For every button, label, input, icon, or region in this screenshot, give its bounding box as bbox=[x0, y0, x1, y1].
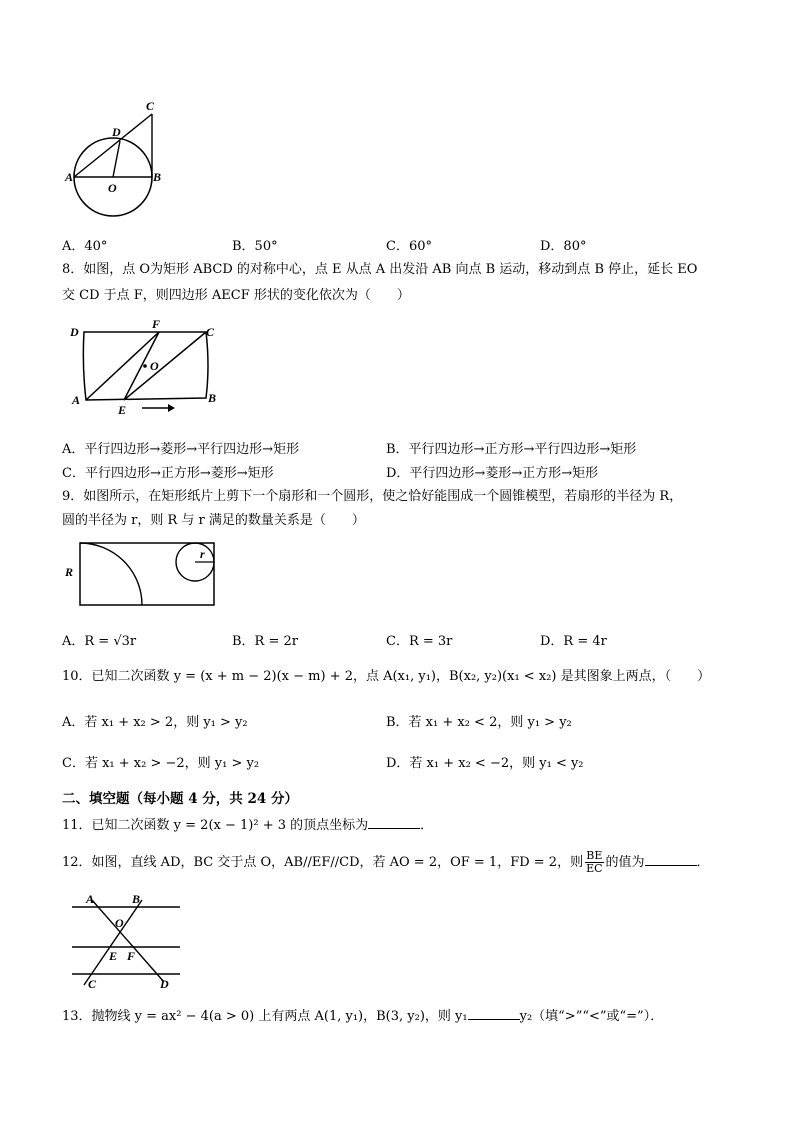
q10-function: y = (x + m − 2)(x − m) + 2 bbox=[173, 669, 353, 684]
q10-option-a: A．若 x₁ + x₂ > 2，则 y₁ > y₂ bbox=[62, 715, 248, 730]
q12-end: ． bbox=[696, 855, 710, 870]
q9-option-a: A．R = √3r bbox=[62, 634, 137, 649]
q10-option-d: D．若 x₁ + x₂ < −2，则 y₁ < y₂ bbox=[386, 756, 584, 771]
q7-line-od bbox=[113, 141, 120, 177]
q9-option-c: C．R = 3r bbox=[386, 634, 453, 649]
q12-fraction bbox=[585, 850, 603, 875]
q12-label-a: A bbox=[86, 892, 95, 906]
q13 bbox=[62, 1004, 663, 1030]
q8-label-a: A bbox=[72, 393, 81, 407]
q8-label-b: B bbox=[208, 391, 217, 405]
q12-suffix: 的值为 bbox=[605, 855, 645, 870]
q7-label-b: B bbox=[153, 170, 162, 184]
q7-label-d: D bbox=[112, 125, 121, 139]
q10-stem-prefix: 10．已知二次函数 bbox=[62, 669, 174, 684]
q8-diag-af bbox=[86, 332, 159, 400]
q9-sector-arc bbox=[80, 543, 142, 605]
q12-label-e: E bbox=[109, 949, 118, 963]
q13-text: 13．抛物线 y = ax² − 4(a > 0) 上有两点 A(1, y₁)，B(3, y₂)，则 y₁ bbox=[62, 1009, 468, 1024]
q12-label-f: F bbox=[127, 949, 136, 963]
q10-option-b: B．若 x₁ + x₂ < 2，则 y₁ > y₂ bbox=[386, 715, 572, 730]
q8-option-a: A．平行四边形→菱形→平行四边形→矩形 bbox=[62, 442, 300, 457]
q10-stem-mid: ，点 A(x₁, y₁)，B(x₂, y₂)(x₁ < x₂) 是其图象上两点，（ ） bbox=[352, 669, 711, 684]
q12-text: 12．如图，直线 AD，BC 交于点 O，AB//EF//CD，若 AO = 2，OF = 1，FD = 2，则 bbox=[62, 855, 584, 870]
q8-label-f: F bbox=[152, 318, 161, 331]
q11 bbox=[62, 813, 433, 839]
section-heading: 二、填空题（每小题 4 分，共 24 分） bbox=[62, 791, 298, 807]
q12-label-c: C bbox=[88, 977, 97, 991]
q7-option-b: B．50° bbox=[232, 239, 278, 254]
q9-stem-line2: 圆的半径为 r，则 R 与 r 满足的数量关系是（ ） bbox=[62, 513, 365, 528]
q12-frac-numerator: BE bbox=[586, 849, 603, 862]
q8-label-e: E bbox=[118, 403, 127, 417]
q11-text: 11．已知二次函数 y = 2(x − 1)² + 3 的顶点坐标为 bbox=[62, 818, 369, 833]
q8-center-dot bbox=[143, 364, 147, 368]
q7-option-d: D．80° bbox=[540, 239, 587, 254]
q12-label-d: D bbox=[160, 977, 169, 991]
q7-figure bbox=[62, 96, 172, 224]
q12-label-b: B bbox=[132, 892, 141, 906]
q9-label-small-r: r bbox=[200, 547, 205, 561]
q8-option-b: B．平行四边形→正方形→平行四边形→矩形 bbox=[386, 442, 637, 457]
q10-option-c: C．若 x₁ + x₂ > −2，则 y₁ > y₂ bbox=[62, 756, 260, 771]
q7-label-a: A bbox=[65, 170, 74, 184]
q8-label-c: C bbox=[206, 325, 215, 339]
q11-end: ． bbox=[420, 818, 434, 833]
q12-line-ad bbox=[92, 900, 164, 982]
q9-option-b: B．R = 2r bbox=[232, 634, 298, 649]
q12-line-bc bbox=[84, 900, 142, 985]
q12-answer-blank[interactable] bbox=[645, 851, 697, 866]
q9-rectangle bbox=[80, 543, 214, 605]
q8-option-d: D．平行四边形→菱形→正方形→矩形 bbox=[386, 466, 599, 481]
q8-label-d: D bbox=[70, 325, 79, 339]
q8-figure bbox=[64, 318, 224, 418]
q7-option-c: C．60° bbox=[386, 239, 432, 254]
q12-frac-denominator: EC bbox=[586, 862, 603, 875]
q7-label-o: O bbox=[108, 181, 117, 195]
q8-diag-ec bbox=[124, 332, 206, 400]
q11-answer-blank[interactable] bbox=[368, 814, 420, 829]
q13-suffix: y₂（填“>”“<”或“=”）． bbox=[519, 1009, 664, 1024]
q9-label-big-r: R bbox=[65, 565, 74, 579]
q7-option-a: A．40° bbox=[62, 239, 108, 254]
q9-option-d: D．R = 4r bbox=[540, 634, 607, 649]
q9-figure bbox=[62, 540, 222, 610]
q9-stem-line1: 9．如图所示，在矩形纸片上剪下一个扇形和一个圆形，使之恰好能围成一个圆锥模型，若扇形的半径为 R， bbox=[62, 489, 683, 504]
q8-stem-line2: 交 CD 于点 F，则四边形 AECF 形状的变化依次为（ ） bbox=[62, 288, 410, 303]
q13-answer-blank[interactable] bbox=[468, 1005, 520, 1020]
q12 bbox=[62, 850, 710, 875]
q8-arrow-head bbox=[168, 404, 175, 412]
q8-option-c: C．平行四边形→正方形→菱形→矩形 bbox=[62, 466, 274, 481]
q12-figure bbox=[62, 890, 187, 992]
q8-label-o: O bbox=[150, 359, 159, 373]
q7-label-c: C bbox=[146, 99, 155, 113]
q12-label-o: O bbox=[115, 916, 124, 930]
q7-line-ac bbox=[74, 114, 152, 177]
q8-stem-line1: 8．如图，点 O为矩形 ABCD 的对称中心，点 E 从点 A 出发沿 AB 向点 B 运动，移动到点 B 停止，延长 EO bbox=[62, 262, 698, 277]
q10-stem bbox=[62, 664, 710, 690]
